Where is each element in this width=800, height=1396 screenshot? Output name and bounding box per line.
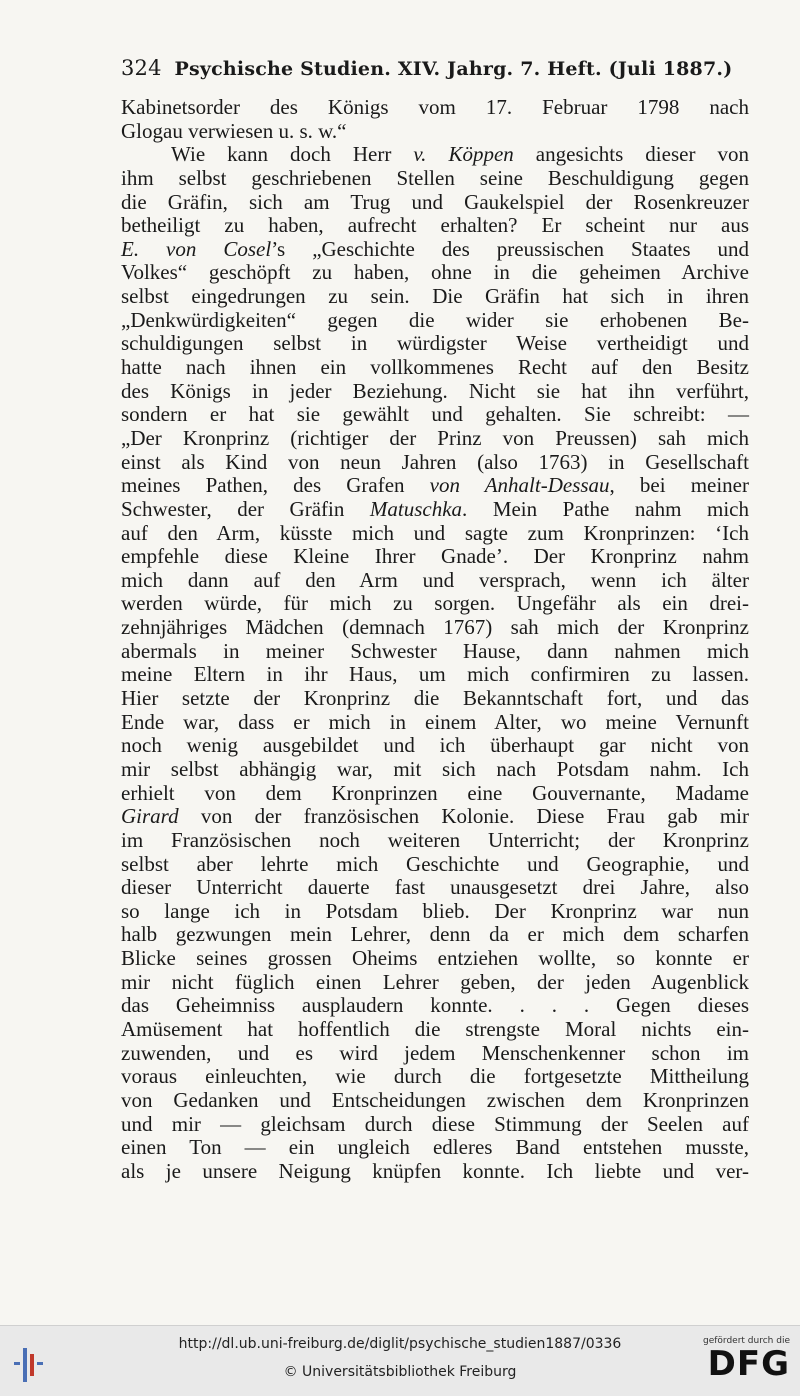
text-line: sondern er hat sie gewählt und gehalten. Sie schreibt: — (121, 402, 749, 427)
viewer-footer (0, 1325, 800, 1396)
text-line: von Gedanken und Entscheidungen zwischen dem Kronprinzen (121, 1087, 749, 1112)
text-line: ihm selbst geschriebenen Stellen seine Beschuldigung gegen (121, 165, 749, 190)
text-line: selbst aber lehrte mich Geschichte und Geographie, und (121, 851, 749, 876)
copyright-notice: © Universitätsbibliothek Freiburg (283, 1364, 517, 1380)
text-line: halb gezwungen mein Lehrer, denn da er mich dem scharfen (121, 922, 749, 947)
text-line: betheiligt zu haben, aufrecht erhalten? Er scheint nur aus (121, 213, 749, 238)
text-line: Schwester, der Gräfin Matuschka. Mein Pathe nahm mich (121, 496, 749, 521)
text-line: dieser Unterricht dauerte fast unausgesetzt drei Jahre, also (121, 875, 749, 900)
text-line: Blicke seines grossen Oheims entziehen wollte, so konnte er (121, 946, 749, 971)
text-line: „Der Kronprinz (richtiger der Prinz von Preussen) sah mich (121, 425, 749, 450)
text-line: schuldigungen selbst in würdigster Weise vertheidigt und (121, 331, 749, 356)
text-line: auf den Arm, küsste mich und sagte zum Kronprinzen: ‘Ich (121, 520, 749, 545)
text-line: Ende war, dass er mich in einem Alter, wo meine Vernunft (121, 709, 749, 734)
italic-name: Girard (121, 804, 179, 829)
text-line: Hier setzte der Kronprinz die Bekanntschaft fort, und das (121, 686, 749, 711)
text-line: das Geheimniss ausplaudern konnte. . . . Gegen dieses (121, 993, 749, 1018)
italic-name: E. von Cosel (121, 236, 272, 261)
text-line: im Französischen noch weiteren Unterricht; der Kronprinz (121, 827, 749, 852)
dfg-caption: gefördert durch die (703, 1336, 790, 1346)
text-line: abermals in meiner Schwester Hause, dann nahmen mich (121, 638, 749, 663)
text-line: noch wenig ausgebildet und ich überhaupt gar nicht von (121, 733, 749, 758)
text-line: des Königs in jeder Beziehung. Nicht sie hat ihn verführt, (121, 378, 749, 403)
text-line: erhielt von dem Kronprinzen eine Gouvernante, Madame (121, 780, 749, 805)
text-line: Wie kann doch Herr v. Köppen angesichts dieser von (171, 142, 749, 167)
text-line: Kabinetsorder des Königs vom 17. Februar 1798 nach (121, 95, 749, 119)
text-line: Girard von der französischen Kolonie. Diese Frau gab mir (121, 804, 749, 829)
text-line: zuwenden, und es wird jedem Menschenkenner schon im (121, 1040, 749, 1065)
text-line: die Gräfin, sich am Trug und Gaukelspiel der Rosenkreuzer (121, 189, 749, 214)
text-line: E. von Cosel’s „Geschichte des preussischen Staates und (121, 236, 750, 261)
dfg-wordmark: DFG (707, 1344, 790, 1384)
text-line: so lange ich in Potsdam blieb. Der Kronprinz war nun (121, 898, 749, 923)
running-header (121, 56, 751, 80)
text-line: empfehle diese Kleine Ihrer Gnade’. Der Kronprinz nahm (121, 544, 749, 569)
dfg-logo (700, 1336, 790, 1382)
text-line: Glogau verwiesen u. s. w.“ (121, 118, 347, 143)
text-line: selbst eingedrungen zu sein. Die Gräfin hat sich in ihren (121, 284, 749, 309)
text-line: Volkes“ geschöpft zu haben, ohne in die geheimen Archive (121, 260, 749, 285)
text-line: einst als Kind von neun Jahren (also 1763) in Gesellschaft (121, 449, 749, 474)
page-number: 324 (121, 56, 162, 80)
text-line: meines Pathen, des Grafen von Anhalt-Dessau, bei meiner (121, 473, 749, 498)
text-line: zehnjähriges Mädchen (demnach 1767) sah mich der Kronprinz (121, 615, 749, 640)
text-line: einen Ton — ein ungleich edleres Band entstehen musste, (121, 1135, 749, 1160)
text-line: mich dann auf den Arm und versprach, wenn ich älter (121, 567, 749, 592)
text-line: Amüsement hat hoffentlich die strengste Moral nichts ein- (121, 1016, 749, 1041)
running-title: Psychische Studien. XIV. Jahrg. 7. Heft. (Juli 1887.) (174, 58, 733, 80)
text-line: „Denkwürdigkeiten“ gegen die wider sie erhobenen Be- (121, 307, 749, 332)
permalink-url[interactable]: http://dl.ub.uni-freiburg.de/diglit/psychische_studien1887/0336 (178, 1336, 622, 1352)
text-line: voraus einleuchten, wie durch die fortgesetzte Mittheilung (121, 1064, 749, 1089)
text-line: werden würde, für mich zu sorgen. Ungefähr als ein drei- (121, 591, 749, 616)
italic-name: v. Köppen (413, 142, 514, 167)
italic-name: von Anhalt-Dessau (429, 473, 610, 498)
text-line: mir selbst abhängig war, mit sich nach Potsdam nahm. Ich (121, 756, 749, 781)
text-line: mir nicht füglich einen Lehrer geben, der jeden Augenblick (121, 969, 749, 994)
text-line: und mir — gleichsam durch diese Stimmung der Seelen auf (121, 1111, 749, 1136)
text-line: als je unsere Neigung knüpfen konnte. Ich liebte und ver- (121, 1158, 749, 1183)
text-line: hatte nach ihnen ein vollkommenes Recht auf den Besitz (121, 355, 749, 380)
italic-name: Matuschka (369, 496, 463, 521)
body-text (121, 96, 749, 1183)
text-line: meine Eltern in ihr Haus, um mich confirmiren zu lassen. (121, 662, 749, 687)
